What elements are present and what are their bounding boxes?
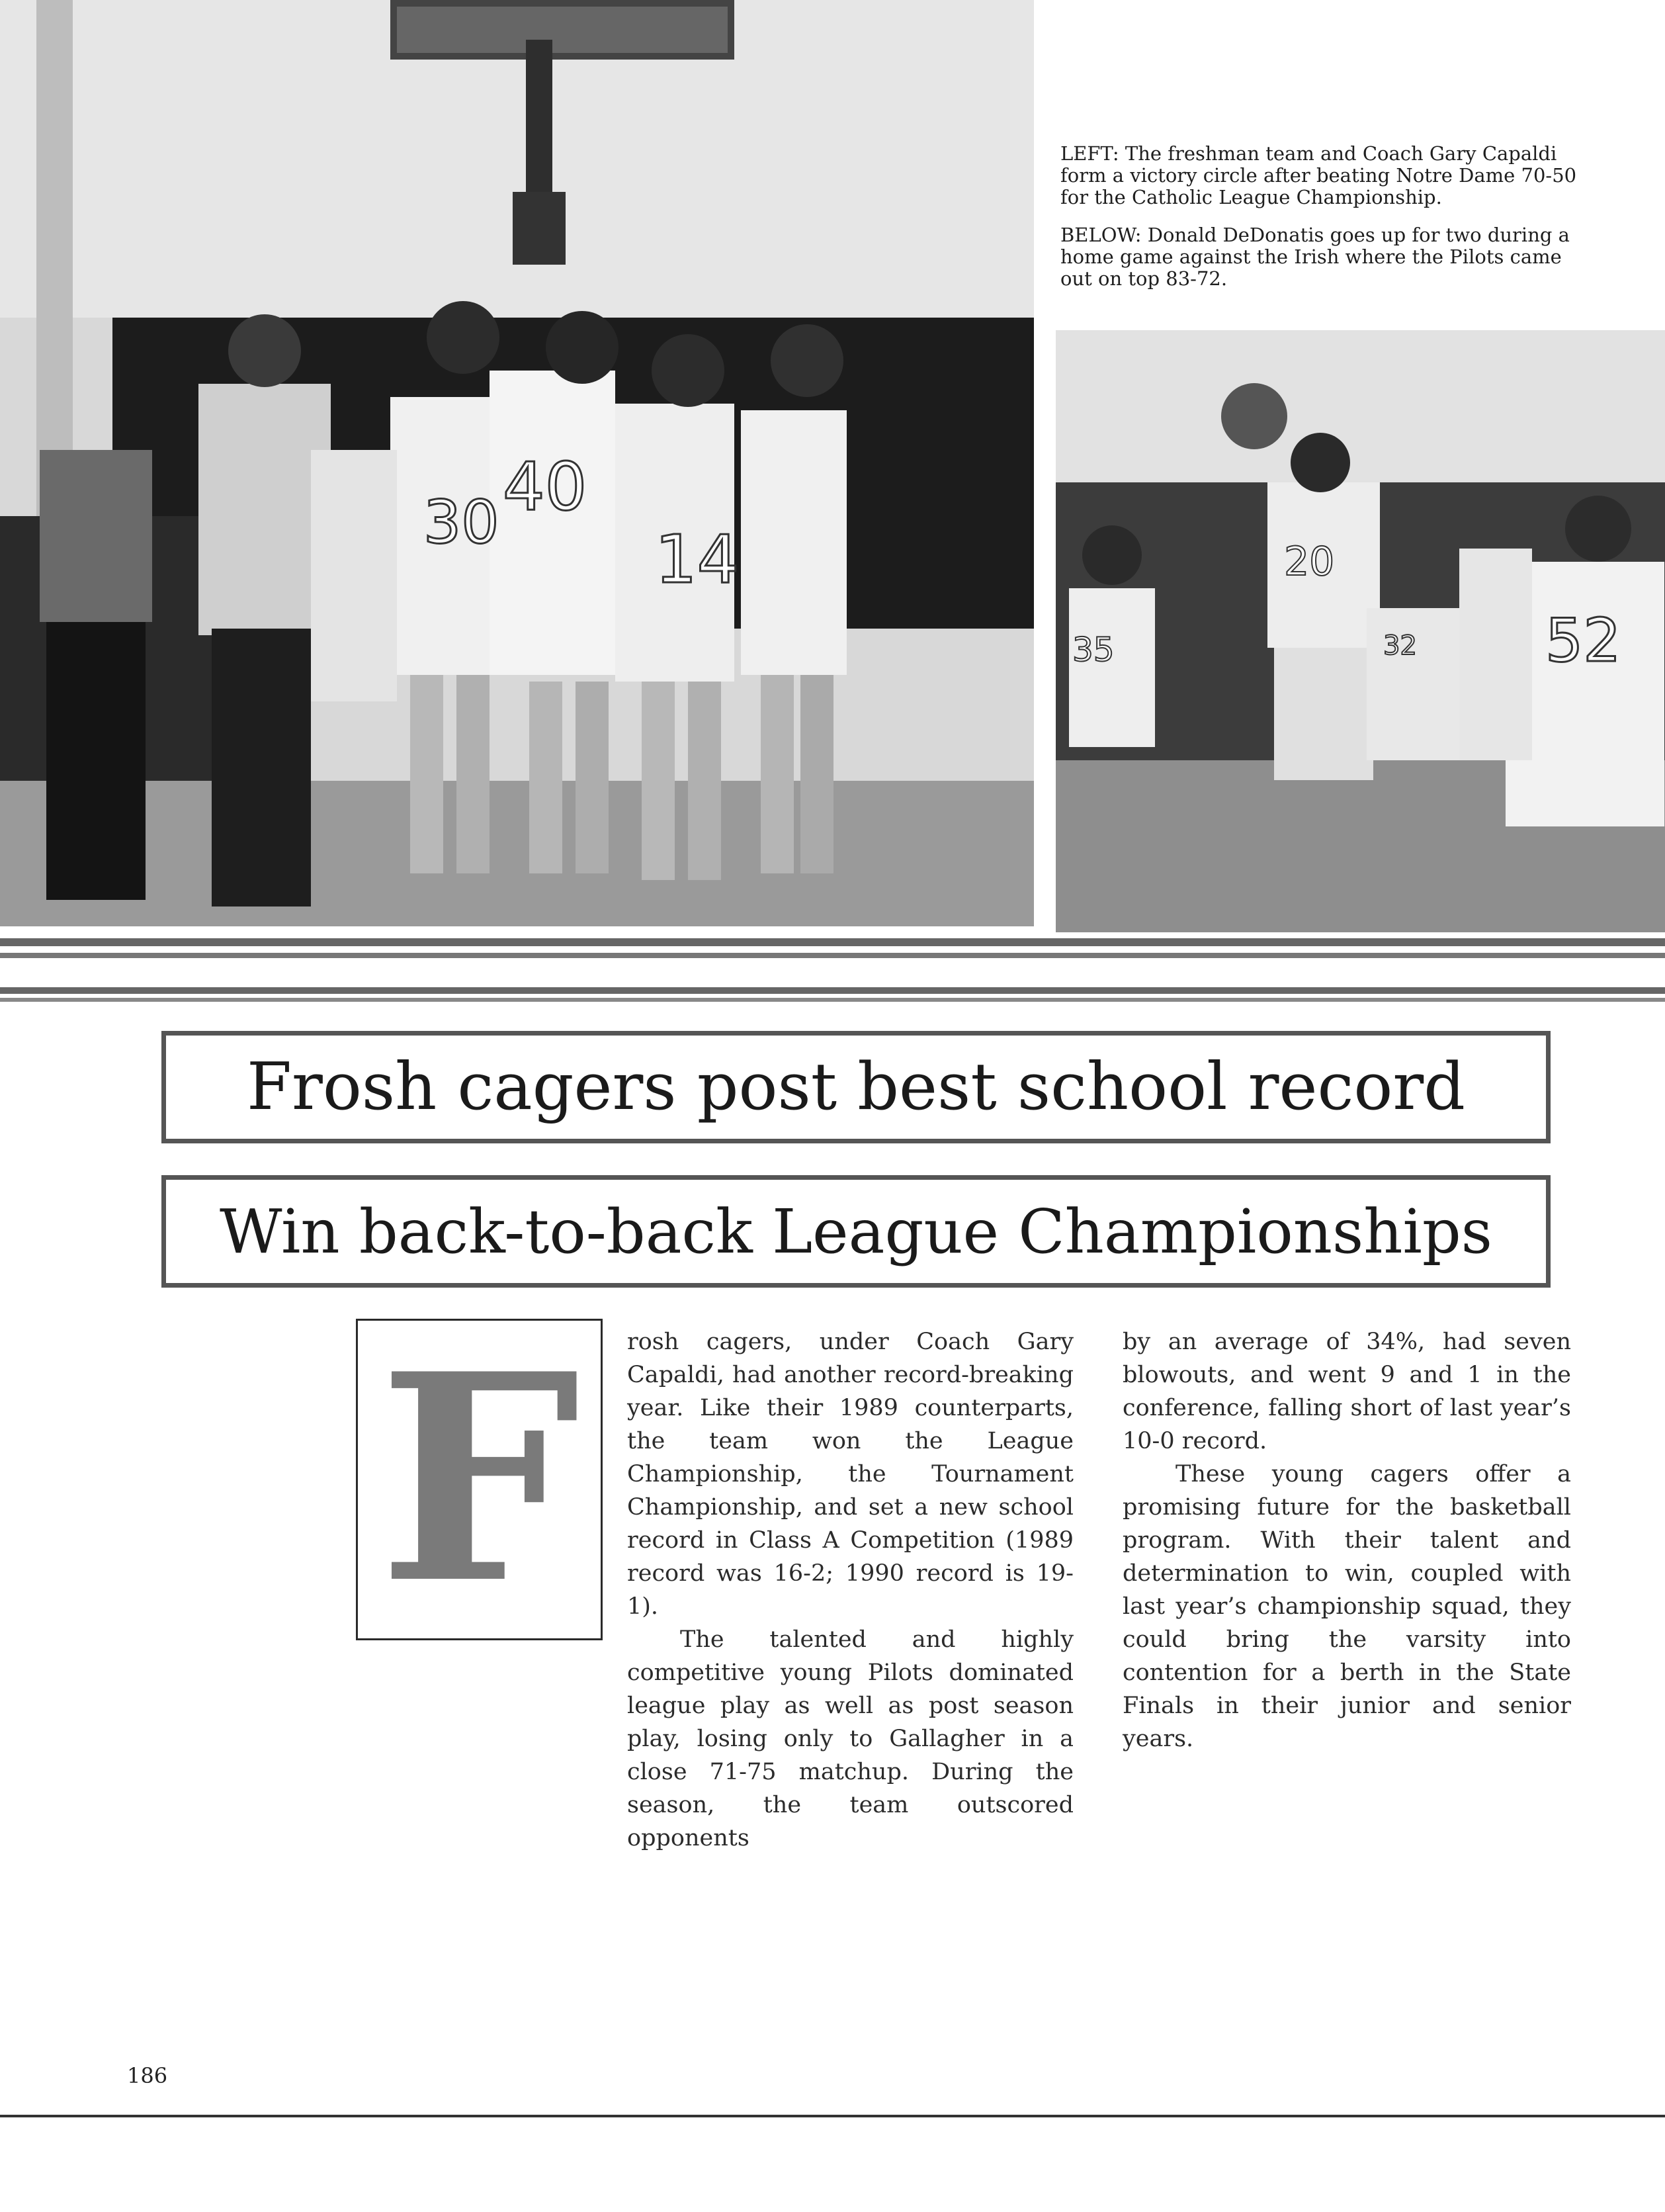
- jersey-number: 35: [1072, 631, 1115, 669]
- caption-below: BELOW: Donald DeDonatis goes up for two during a home game against the Irish where the Pilots came out on top 83-72.: [1060, 224, 1570, 290]
- body-column-2: [1123, 1325, 1571, 1755]
- divider-rule: [0, 953, 1665, 958]
- divider-rule: [0, 998, 1665, 1002]
- body-column-1: [627, 1325, 1074, 1855]
- jersey-number: 20: [1284, 539, 1335, 585]
- jersey-number: 14: [655, 521, 740, 598]
- page-number: 186: [127, 2063, 168, 2088]
- subheadline: Win back-to-back League Championships: [220, 1196, 1492, 1267]
- jersey-number: 30: [423, 488, 499, 557]
- subheadline-box: [161, 1175, 1551, 1288]
- photo-captions: [1060, 143, 1583, 306]
- body-paragraph: by an average of 34%, had seven blowouts, and went 9 and 1 in the conference, falling short of last year’s 10-0 record.: [1123, 1329, 1571, 1454]
- headline-box: [161, 1031, 1551, 1143]
- body-paragraph: rosh cagers, under Coach Gary Capaldi, had another record-breaking year. Like their 1989 counterparts, the team won the League Championship, the Tournament Championship, and set a new school record in Class A Competition (1989 record was 16-2; 1990 record is 19-1).: [627, 1329, 1074, 1620]
- jersey-number: 40: [503, 448, 587, 525]
- headline: Frosh cagers post best school record: [247, 1049, 1465, 1125]
- jersey-number: 32: [1383, 631, 1417, 661]
- victory-circle-photo: [0, 0, 1034, 926]
- body-paragraph: The talented and highly competitive young Pilots dominated league play as well as post season play, losing only to Gallagher in a close 71-75 matchup. During the season, the team outscored opponents: [627, 1626, 1074, 1851]
- divider-rule: [0, 938, 1665, 946]
- jersey-number: 52: [1545, 606, 1621, 676]
- layup-photo: [1056, 330, 1665, 932]
- drop-cap: [356, 1312, 603, 1646]
- drop-cap-letter: F: [378, 1312, 581, 1646]
- caption-left: LEFT: The freshman team and Coach Gary Capaldi form a victory circle after beating Notre Dame 70-50 for the Catholic League Championship.: [1060, 142, 1577, 208]
- body-paragraph: These young cagers offer a promising future for the basketball program. With their talent and determination to win, coupled with last year’s championship squad, they could bring the varsity into contention for a berth in the State Finals in their junior and senior years.: [1123, 1461, 1571, 1752]
- divider-rule: [0, 987, 1665, 994]
- bottom-rule: [0, 2115, 1665, 2117]
